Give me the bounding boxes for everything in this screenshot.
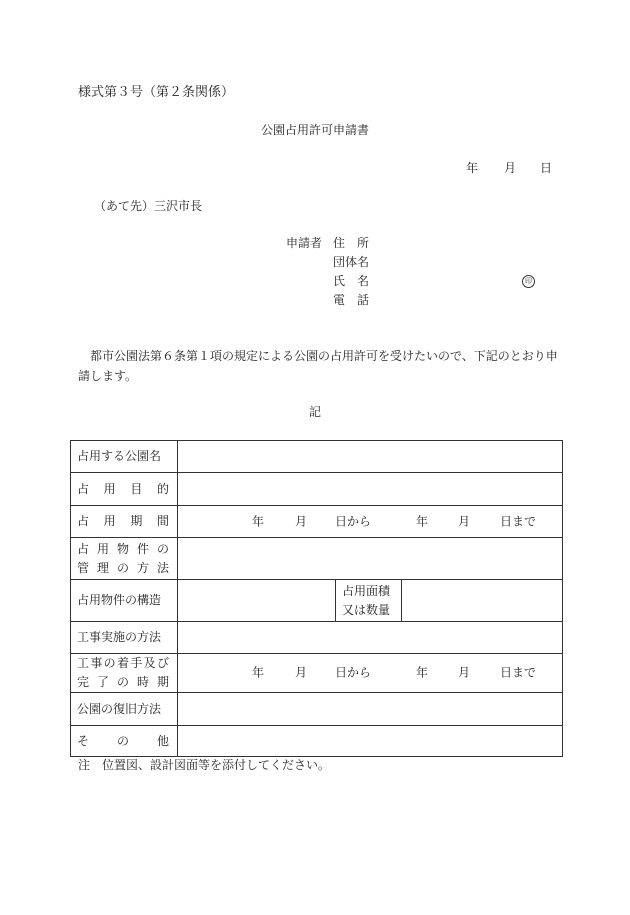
construction-end-month: 月 — [458, 665, 471, 680]
construction-method-row — [71, 622, 563, 654]
applicant-address-row — [286, 237, 546, 251]
construction-end-day: 日まで — [500, 665, 537, 680]
park-name-label: 占用する公園名 — [71, 441, 178, 473]
date-day-label: 日 — [540, 161, 553, 175]
date-year-label: 年 — [466, 161, 479, 175]
name-label: 氏 名 — [333, 274, 370, 288]
management-row — [71, 538, 563, 580]
applicant-name-row — [286, 275, 546, 289]
construction-period-label-line-1: 工事の着手及び — [77, 656, 169, 670]
construction-start-year: 年 — [252, 665, 265, 680]
construction-period-row — [71, 654, 563, 693]
org-label: 団体名 — [333, 255, 370, 269]
management-label-line-2: 管理の方法 — [77, 560, 169, 575]
construction-period-label-cell — [71, 654, 178, 693]
period-start-year: 年 — [252, 514, 265, 528]
application-table — [70, 440, 563, 757]
area-label-cell — [336, 580, 402, 622]
area-field[interactable] — [402, 580, 563, 622]
date-month-label: 月 — [504, 161, 517, 175]
purpose-row — [71, 473, 563, 506]
structure-field[interactable] — [178, 580, 336, 622]
management-field[interactable] — [178, 538, 563, 580]
addressee: （あて先）三沢市長 — [94, 199, 203, 213]
construction-end-year: 年 — [416, 665, 429, 680]
document-title: 公園占用許可申請書 — [260, 123, 369, 137]
form-number-label: 様式第３号（第２条関係） — [78, 85, 235, 100]
structure-row — [71, 580, 563, 622]
phone-label: 電 話 — [333, 293, 370, 307]
applicant-heading: 申請者 — [286, 236, 323, 250]
restoration-label: 公園の復旧方法 — [71, 693, 178, 726]
period-end-month: 月 — [458, 514, 471, 528]
construction-start-month: 月 — [295, 665, 308, 680]
other-field[interactable] — [178, 726, 563, 757]
period-start-month: 月 — [295, 514, 308, 528]
applicant-phone-row — [286, 294, 546, 308]
management-label-line-1: 占用物件の — [77, 541, 169, 556]
period-row — [71, 506, 563, 538]
purpose-field[interactable] — [178, 473, 563, 506]
area-label-line-1: 占用面積 — [342, 583, 391, 598]
construction-start-day: 日から — [335, 665, 372, 680]
area-label-line-2: 又は数量 — [342, 602, 391, 617]
park-name-field[interactable] — [178, 441, 563, 473]
applicant-org-row — [286, 256, 546, 270]
structure-label: 占用物件の構造 — [71, 580, 178, 622]
period-end-day: 日まで — [500, 514, 537, 528]
attachment-note: 注 位置図、設計図面等を添付してください。 — [78, 758, 331, 772]
construction-period-label-line-2: 完了の時期 — [77, 675, 169, 689]
period-field[interactable] — [178, 506, 563, 538]
park-name-row — [71, 441, 563, 473]
seal-mark: 印 — [522, 275, 535, 288]
other-label: その他 — [71, 726, 178, 757]
other-row — [71, 726, 563, 757]
address-label: 住 所 — [333, 236, 370, 250]
ki-heading: 記 — [308, 405, 321, 419]
management-label-cell — [71, 538, 178, 580]
purpose-label: 占用目的 — [71, 473, 178, 506]
construction-period-field[interactable] — [178, 654, 563, 693]
construction-method-label: 工事実施の方法 — [71, 622, 178, 654]
period-end-year: 年 — [416, 514, 429, 528]
period-label: 占用期間 — [71, 506, 178, 538]
period-start-day: 日から — [335, 514, 372, 528]
restoration-row — [71, 693, 563, 726]
construction-method-field[interactable] — [178, 622, 563, 654]
application-body-text: 都市公園法第６条第１項の規定による公園の占用許可を受けたいので、下記のとおり申請します。 — [78, 349, 558, 383]
date-line — [466, 161, 553, 176]
restoration-field[interactable] — [178, 693, 563, 726]
